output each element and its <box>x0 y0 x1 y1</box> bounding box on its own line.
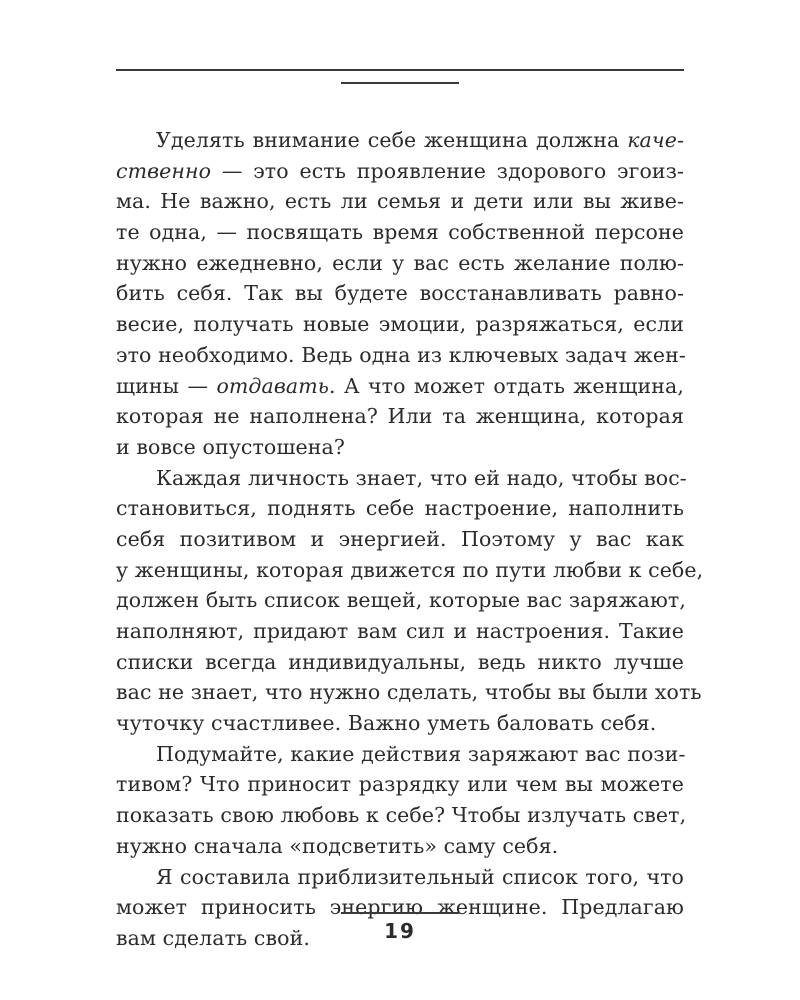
text-run: показать свою любовь к себе? Чтобы излучать свет, <box>116 803 687 828</box>
text-run: наполняют, придают вам сил и настроения. Такие <box>116 619 684 643</box>
paragraph-1-line <box>116 248 684 279</box>
text-run: бить себя. Так вы будете восстанавливать равно- <box>116 281 684 306</box>
paragraph-2-line <box>116 493 684 524</box>
text-run: должен быть список вещей, которые вас заряжают, <box>116 588 686 613</box>
paragraph-1-line <box>116 340 684 371</box>
text-run: вас не знает, что нужно сделать, чтобы вы были хоть <box>116 680 702 705</box>
text-run: нужно сначала «подсветить» саму себя. <box>116 833 559 858</box>
text-run: себя позитивом и энергией. Поэтому у вас как <box>116 526 684 551</box>
page-number: 19 <box>384 919 416 943</box>
footer-rule <box>341 912 459 914</box>
italic-text: ственно <box>116 158 212 183</box>
paragraph-2-line <box>116 708 684 739</box>
text-run: вам сделать свой. <box>116 925 310 950</box>
paragraph-1-line <box>116 309 684 340</box>
paragraph-3-line <box>116 739 684 770</box>
header-rule-long <box>116 69 684 71</box>
text-run: которая не наполнена? Или та женщина, которая <box>116 404 684 429</box>
paragraph-1-line <box>116 432 684 463</box>
text-run: — это есть проявление здорового эгоиз- <box>211 158 684 183</box>
paragraph-4-line <box>116 862 684 893</box>
paragraph-2-line <box>116 647 684 678</box>
paragraph-3-line <box>116 769 684 800</box>
text-run: списки всегда индивидуальны, ведь никто лучше <box>116 649 684 674</box>
paragraph-1-line <box>116 371 684 402</box>
text-run: Уделять внимание себе женщина должна <box>156 128 628 152</box>
text-run: у женщины, которая движется по пути любви к себе, <box>116 557 704 582</box>
paragraph-2-line <box>116 463 687 494</box>
text-run: нужно ежедневно, если у вас есть желание полю- <box>116 250 684 275</box>
paragraph-1-line <box>116 186 684 217</box>
paragraph-2-line <box>116 524 684 555</box>
paragraph-2-line <box>116 555 704 586</box>
body-text <box>116 125 704 954</box>
paragraph-3-line <box>116 800 687 831</box>
text-run: становиться, поднять себе настроение, наполнить <box>116 496 684 521</box>
text-run: чуточку счастливее. Важно уметь баловать себя. <box>116 711 657 736</box>
text-run: те одна, — посвящать время собственной персоне <box>116 220 684 245</box>
text-run: Я составила приблизительный список того, что <box>156 864 684 889</box>
text-run: Подумайте, какие действия заряжают вас пози- <box>156 741 686 766</box>
header-rule-short <box>341 82 459 84</box>
paragraph-2-line <box>116 616 684 647</box>
paragraph-1-line <box>116 217 684 248</box>
text-run: может приносить энергию женщине. Предлагаю <box>116 895 684 920</box>
text-run: ма. Не важно, есть ли семья и дети или вы живе- <box>116 189 684 214</box>
paragraph-1-line <box>116 125 684 156</box>
text-run: весие, получать новые эмоции, разряжаться, если <box>116 312 684 337</box>
italic-text: отдавать <box>216 373 330 398</box>
text-run: это необходимо. Ведь одна из ключевых задач жен- <box>116 342 686 367</box>
paragraph-1-line <box>116 278 684 309</box>
italic-text: каче- <box>627 128 684 152</box>
text-run: тивом? Что приносит разрядку или чем вы можете <box>116 772 684 797</box>
paragraph-3-line <box>116 831 684 862</box>
text-run: щины — <box>116 373 217 398</box>
paragraph-1-line <box>116 401 684 432</box>
paragraph-1-line <box>116 156 684 187</box>
paragraph-2-line <box>116 677 702 708</box>
text-run: Каждая личность знает, что ей надо, чтобы вос- <box>156 465 687 490</box>
text-run: и вовсе опустошена? <box>116 434 345 459</box>
text-run: . А что может отдать женщина, <box>329 373 684 398</box>
paragraph-2-line <box>116 585 684 616</box>
